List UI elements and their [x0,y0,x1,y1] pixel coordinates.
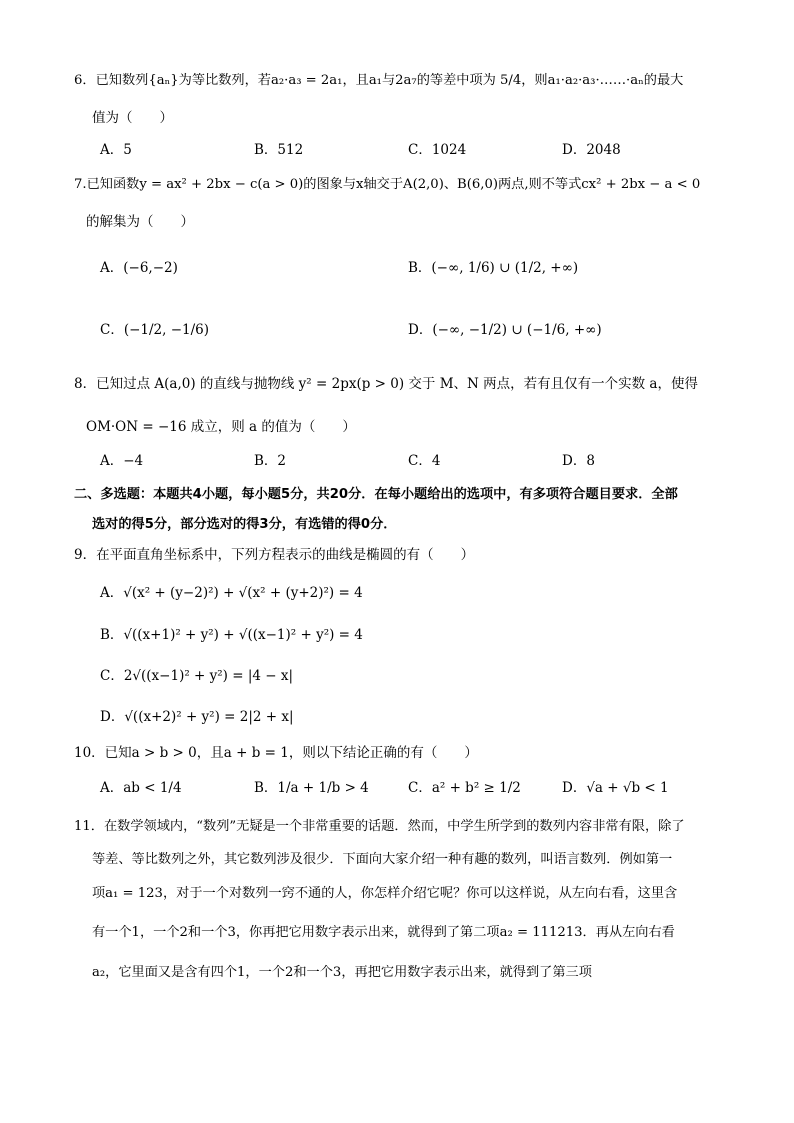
question-11-line-2: 等差、等比数列之外，其它数列涉及很少．下面向大家介绍一种有趣的数列，叫语言数列．例如第一 [92,852,673,867]
question-8-option-d: D．8 [562,453,595,469]
question-8-line-1: 8．已知过点 A(a,0) 的直线与抛物线 y² = 2px(p > 0) 交于 M、N 两点，若有且仅有一个实数 a，使得 [74,376,698,392]
question-6-option-c: C．1024 [408,142,467,158]
question-7-option-a: A．(−6,−2) [100,260,178,276]
question-10-option-b: B．1/a + 1/b > 4 [254,780,369,796]
question-7-line-1: 7.已知函数y = ax² + 2bx − c(a > 0)的图象与x轴交于A(2,0)、B(6,0)两点,则不等式cx² + 2bx − a < 0 [74,177,701,192]
question-10-option-c: C．a² + b² ≥ 1/2 [408,780,521,796]
question-7-option-b: B．(−∞, 1/6) ∪ (1/2, +∞) [408,260,579,276]
question-8-option-a: A．−4 [100,453,144,469]
question-8-option-b: B．2 [254,453,287,469]
section-2-heading-line-2: 选对的得5分，部分选对的得3分，有选错的得0分． [92,517,397,532]
question-6-line-2: 值为（ ） [92,110,173,126]
question-8-line-2: OM·ON = −16 成立，则 a 的值为（ ） [86,419,356,435]
question-11-line-5: a₂，它里面又是含有四个1，一个2和一个3，再把它用数字表示出来，就得到了第三项 [92,965,592,980]
question-10-option-a: A．ab < 1/4 [100,780,182,796]
question-10-option-d: D．√a + √b < 1 [562,780,669,796]
question-6-option-d: D．2048 [562,142,621,158]
question-6-option-a: A．5 [100,142,132,158]
question-11-line-1: 11．在数学领域内，“数列”无疑是一个非常重要的话题．然而，中学生所学到的数列内容非常有限，除了 [74,819,685,834]
question-7-option-d: D．(−∞, −1/2) ∪ (−1/6, +∞) [408,322,602,338]
question-9-option-a: A．√(x² + (y−2)²) + √(x² + (y+2)²) = 4 [100,585,363,601]
question-6-option-b: B．512 [254,142,304,158]
question-9-line-1: 9．在平面直角坐标系中，下列方程表示的曲线是椭圆的有（ ） [74,547,475,563]
question-10-line-1: 10．已知a > b > 0，且a + b = 1，则以下结论正确的有（ ） [74,745,478,761]
question-9-option-b: B．√((x+1)² + y²) + √((x−1)² + y²) = 4 [100,627,363,643]
question-11-line-3: 项a₁ = 123，对于一个对数列一窍不通的人，你怎样介绍它呢？你可以这样说，从左向右看，这里含 [92,886,678,901]
section-2-heading-line-1: 二、多选题：本题共4小题，每小题5分，共20分．在每小题给出的选项中，有多项符合题目要求．全部 [74,487,678,502]
question-9-option-c: C．2√((x−1)² + y²) = |4 − x| [100,668,294,684]
question-7-line-2: 的解集为（ ） [86,214,194,230]
question-11-line-4: 有一个1，一个2和一个3，你再把它用数字表示出来，就得到了第二项a₂ = 111213．再从左向右看 [92,925,675,940]
question-8-option-c: C．4 [408,453,441,469]
question-6-line-1: 6．已知数列{aₙ}为等比数列，若a₂·a₃ = 2a₁，且a₁与2a₇的等差中项为 5/4，则a₁·a₂·a₃·……·aₙ的最大 [74,73,684,88]
question-9-option-d: D．√((x+2)² + y²) = 2|2 + x| [100,709,294,725]
question-7-option-c: C．(−1/2, −1/6) [100,322,210,338]
